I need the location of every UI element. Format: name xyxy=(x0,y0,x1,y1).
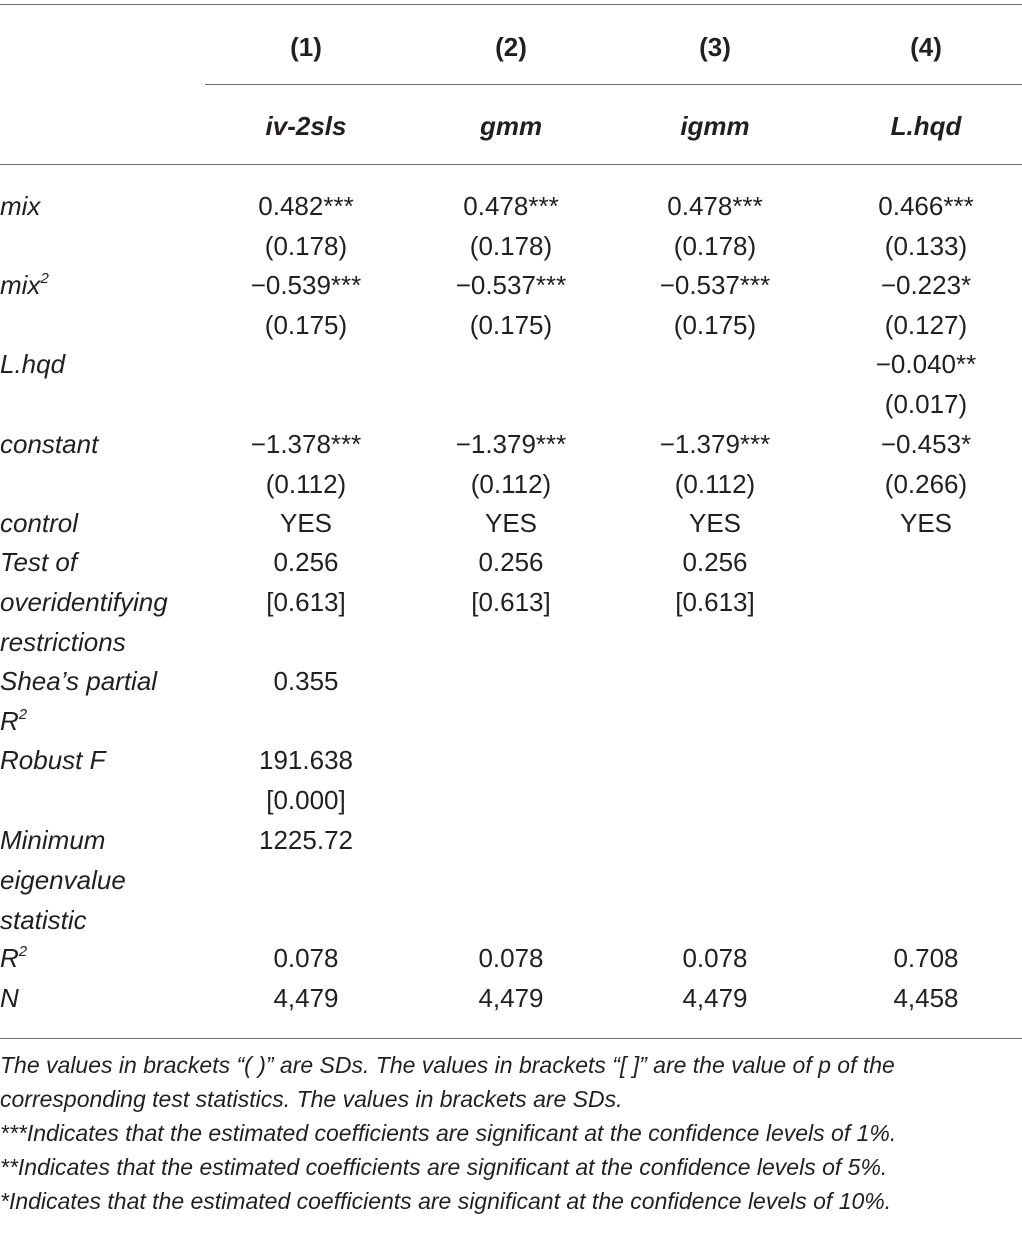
table-cell: −0.537*** (0.175) xyxy=(659,270,771,341)
row-label xyxy=(0,503,200,543)
row-label-text: R xyxy=(0,943,19,974)
row-label xyxy=(0,424,200,464)
table-cell: 0.708 xyxy=(893,943,959,974)
row-label xyxy=(0,740,200,780)
row-label xyxy=(0,661,200,746)
table-cell: 191.638 [0.000] xyxy=(259,745,353,816)
table-cell: −0.539*** (0.175) xyxy=(250,270,362,341)
row-label-text: mix xyxy=(0,270,41,301)
table-cell: 4,479 xyxy=(478,983,544,1013)
note-sd: The values in brackets “( )” are SDs. The values in brackets “[ ]” are the value of p of the corresponding test statistics. The values in brackets are SDs. xyxy=(0,1052,895,1112)
table-notes xyxy=(0,1048,1022,1218)
header-rule xyxy=(205,84,1022,85)
col-name-1: iv-2sls xyxy=(265,111,347,141)
col-name-4: L.hqd xyxy=(890,111,962,141)
table-cell: YES xyxy=(899,507,953,538)
table-cell: 0.256 [0.613] xyxy=(471,547,551,618)
row-label xyxy=(0,265,200,310)
note-10pct: *Indicates that the estimated coefficients are significant at the confidence levels of 10%. xyxy=(0,1188,892,1214)
table-cell: 4,458 xyxy=(893,983,959,1013)
table-cell: 0.078 xyxy=(273,943,339,974)
table-cell: 0.466*** (0.133) xyxy=(878,191,974,261)
table-cell: 4,479 xyxy=(682,983,748,1013)
header-bottom-rule xyxy=(0,164,1022,165)
row-label-superscript: 2 xyxy=(40,270,49,288)
table-cell: 0.078 xyxy=(682,943,748,974)
table-cell: 0.355 xyxy=(273,666,339,697)
col-num-4: (4) xyxy=(910,32,942,62)
row-label-text: Shea’s partial R xyxy=(0,666,158,737)
table-cell: 4,479 xyxy=(273,983,339,1013)
row-label-text: constant xyxy=(0,428,99,459)
note-5pct: **Indicates that the estimated coefficients are significant at the confidence levels of 5%. xyxy=(0,1154,888,1180)
col-name-2: gmm xyxy=(479,111,543,141)
row-label-text: mix xyxy=(0,191,41,221)
top-rule xyxy=(0,4,1022,5)
table-cell: 0.078 xyxy=(478,943,544,974)
row-label xyxy=(0,820,200,940)
table-cell: −0.223* (0.127) xyxy=(880,270,972,341)
row-label-text: N xyxy=(0,983,19,1013)
table-cell: −1.379*** (0.112) xyxy=(659,428,771,499)
table-cell: −0.537*** (0.175) xyxy=(455,270,567,341)
table-cell: YES xyxy=(279,507,333,538)
row-label-text: Robust F xyxy=(0,745,106,776)
table-cell: YES xyxy=(688,507,742,538)
row-label-text: L.hqd xyxy=(0,349,66,380)
table-cell: −1.378*** (0.112) xyxy=(250,428,362,499)
table-cell: 0.478*** (0.178) xyxy=(667,191,763,261)
row-label xyxy=(0,186,200,226)
row-label xyxy=(0,938,200,983)
table-cell: 0.256 [0.613] xyxy=(675,547,755,618)
col-num-3: (3) xyxy=(699,32,731,62)
table-cell: −0.040** (0.017) xyxy=(875,349,977,420)
row-label xyxy=(0,344,200,384)
table-cell: 0.482*** (0.178) xyxy=(258,191,354,261)
row-label-text: control xyxy=(0,507,79,538)
row-label-text: Minimum eigenvalue statistic xyxy=(0,824,126,935)
table-cell: 1225.72 xyxy=(259,824,353,855)
note-1pct: ***Indicates that the estimated coefficients are significant at the confidence levels of 1%. xyxy=(0,1120,897,1146)
col-num-2: (2) xyxy=(495,32,527,62)
table-cell: 0.478*** (0.178) xyxy=(463,191,559,261)
row-label xyxy=(0,542,200,662)
row-label-text: Test of overidentifying restrictions xyxy=(0,547,168,658)
col-num-1: (1) xyxy=(290,32,322,62)
col-name-3: igmm xyxy=(680,111,750,141)
table-cell: YES xyxy=(484,507,538,538)
table-cell: −1.379*** (0.112) xyxy=(455,428,567,499)
row-label-superscript: 2 xyxy=(18,943,28,961)
row-label xyxy=(0,978,200,1018)
bottom-rule xyxy=(0,1038,1022,1039)
table-cell: −0.453* (0.266) xyxy=(880,428,972,499)
row-label-superscript: 2 xyxy=(18,706,28,724)
table-cell: 0.256 [0.613] xyxy=(266,547,346,618)
